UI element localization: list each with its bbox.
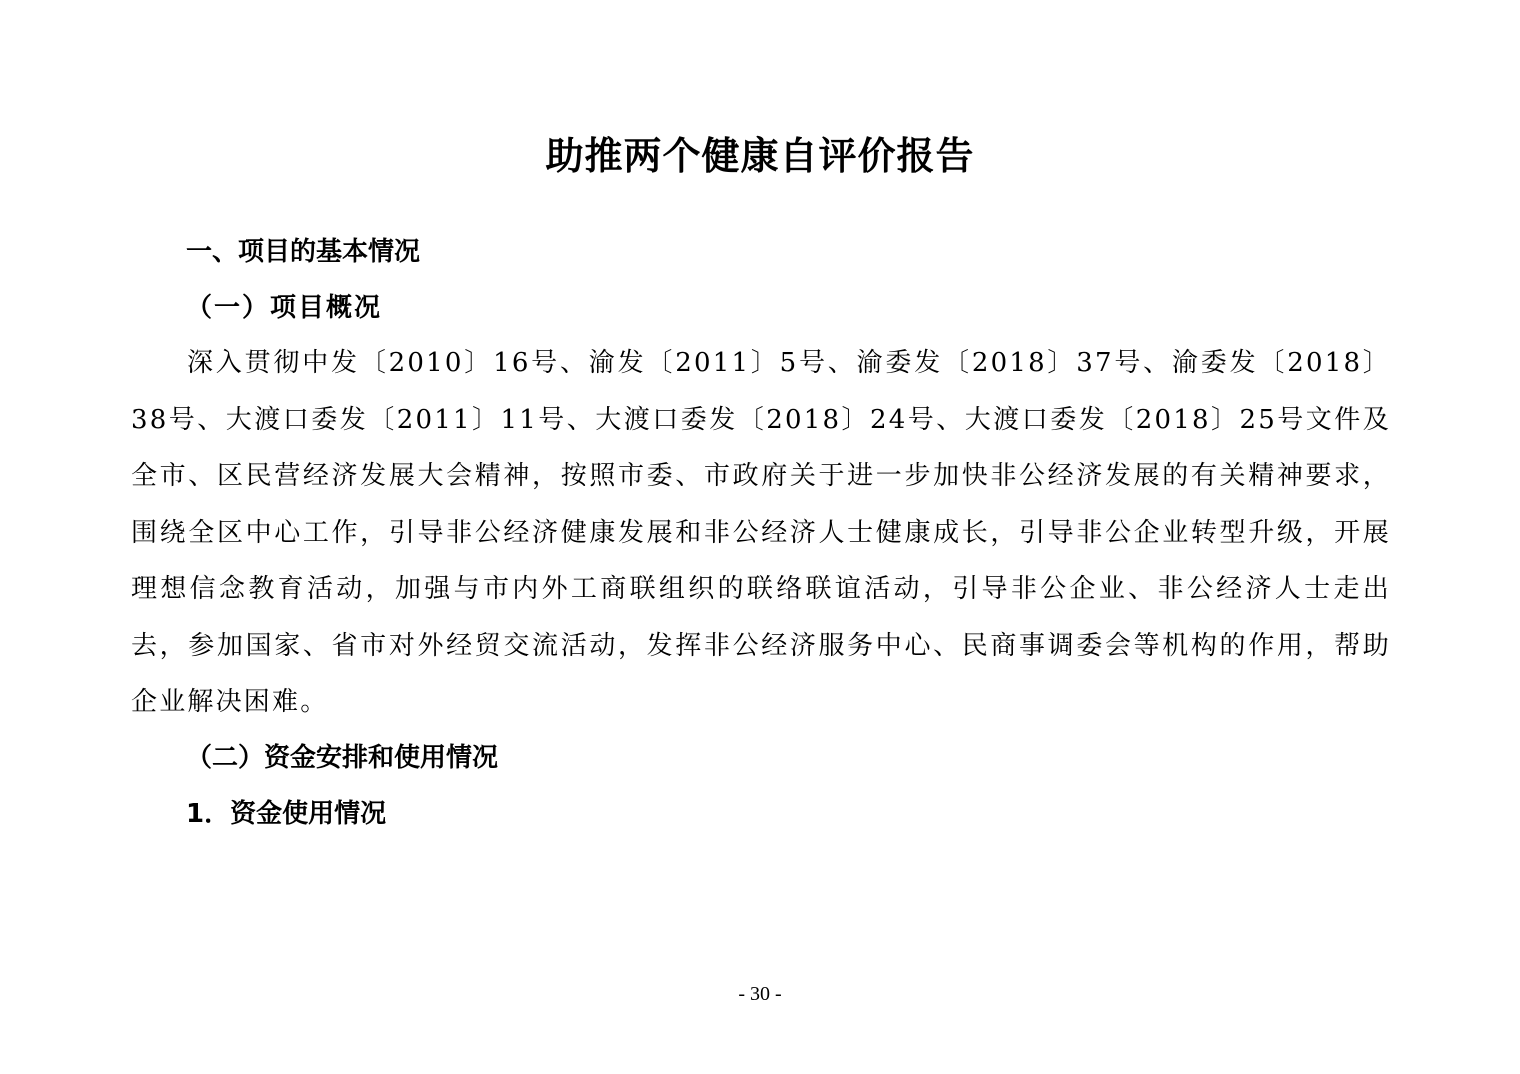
page-number: - 30 -	[738, 983, 782, 1005]
item-heading-fund-usage: 1．资金使用情况	[186, 799, 387, 829]
project-overview-paragraph: 深入贯彻中发〔2010〕16号、渝发〔2011〕5号、渝委发〔2018〕37号、渝委发〔2018〕38号、大渡口委发〔2011〕11号、大渡口委发〔2018〕24号、大渡口委发〔2018〕25号文件及全市、区民营经济发展大会精神，按照市委、市政府关于进一步加快非公经济发展的有关精神要求，围绕全区中心工作，引导非公经济健康发展和非公经济人士健康成长，引导非公企业转型升级，开展理想信念教育活动，加强与市内外工商联组织的联络联谊活动，引导非公企业、非公经济人士走出去，参加国家、省市对外经贸交流活动，发挥非公经济服务中心、民商事调委会等机构的作用，帮助企业解决困难。	[131, 348, 1391, 717]
subsection-heading-funding: （二）资金安排和使用情况	[186, 743, 499, 773]
subsection-heading-project-overview: （一）项目概况	[186, 293, 383, 323]
document-title: 助推两个健康自评价报告	[545, 134, 975, 178]
section-heading-basic-info: 一、项目的基本情况	[186, 237, 421, 267]
